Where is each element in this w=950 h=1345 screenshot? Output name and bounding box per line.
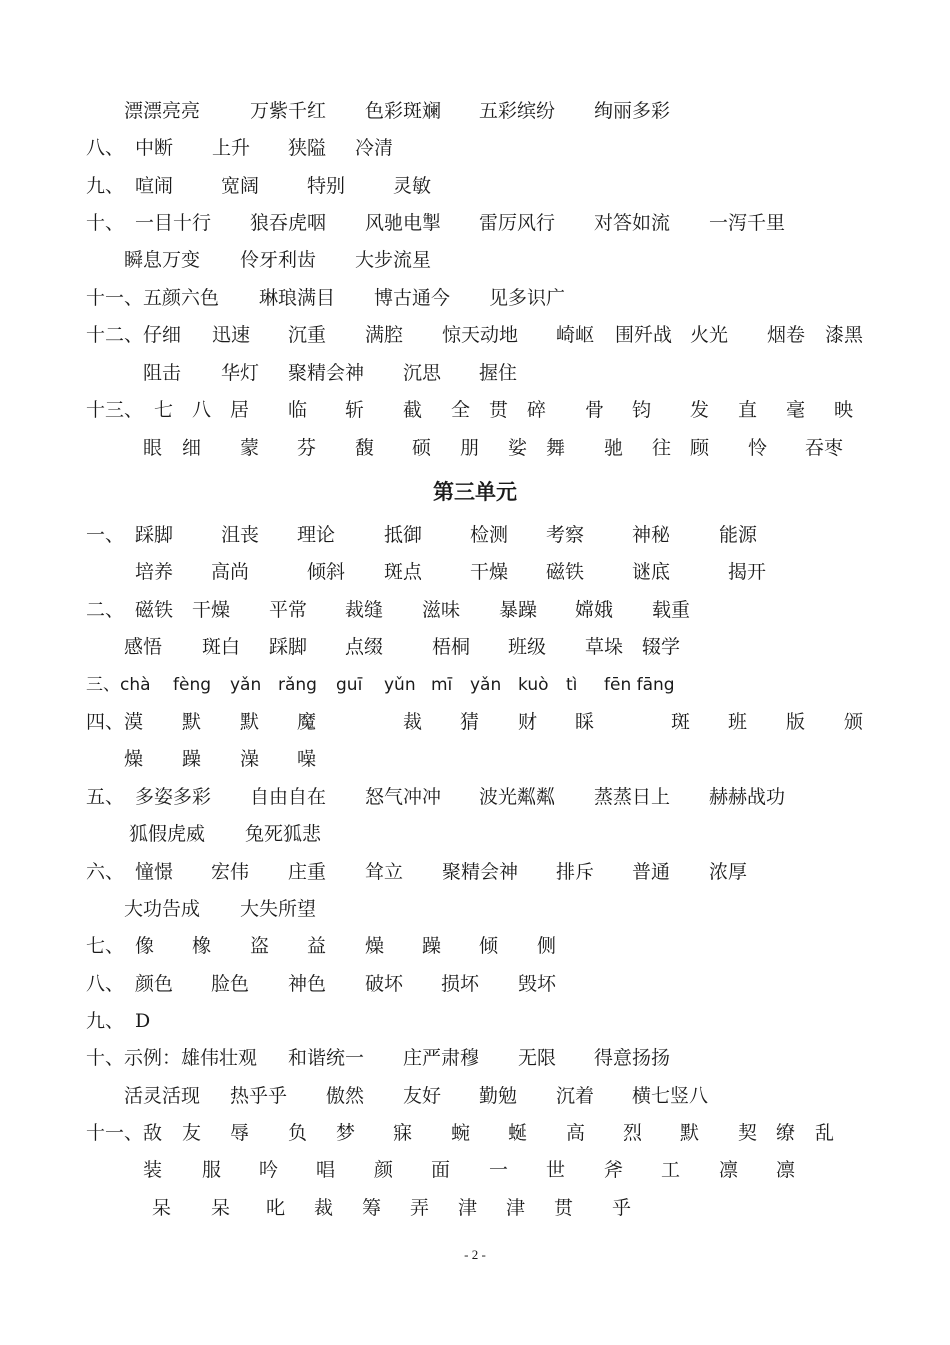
char: 发 [690,399,710,421]
word: 倾斜 [307,561,346,583]
pinyin: 三、chà [86,675,151,695]
word: 得意扬扬 [594,1047,671,1069]
char: 梦 [336,1122,356,1144]
word: 庄重 [288,861,327,883]
word: 耸立 [365,861,404,883]
item-number: 二、 [86,599,125,621]
word: 雷厉风行 [479,212,556,234]
char: 碎 [527,399,547,421]
word: 磁铁 [135,599,174,621]
char: 钧 [632,399,652,421]
word: 崎岖 [556,324,595,346]
char: 眼 [143,437,163,459]
word: 迅速 [212,324,251,346]
word: 博古通今 [374,287,451,309]
word: 冷清 [355,137,394,159]
char: 毫 [786,399,806,421]
text-line [0,932,950,960]
char: 临 [288,399,308,421]
word: 多姿多彩 [135,786,212,808]
word: 一目十行 [135,212,212,234]
word: 琳琅满目 [259,287,336,309]
char: 八 [192,399,212,421]
word: 暴躁 [499,599,538,621]
word: 感悟 [124,636,163,658]
pinyin: rǎng [278,675,317,695]
word: 兔死狐悲 [245,823,322,845]
char: 燥 [365,935,385,957]
word: 五彩缤纷 [479,100,556,122]
char: 蒙 [240,437,260,459]
word: 能源 [719,524,758,546]
answer: D [135,1010,151,1032]
word: 嫦娥 [575,599,614,621]
pinyin: mī [431,675,453,695]
word: 热乎乎 [230,1085,288,1107]
word: 火光 [690,324,729,346]
word: 斑点 [384,561,423,583]
char: 裁 [314,1197,334,1219]
word: 沉重 [288,324,327,346]
char: 猜 [460,711,480,733]
char: 默 [182,711,202,733]
word: 揭开 [728,561,767,583]
word: 毁坏 [518,973,557,995]
char: 侧 [537,935,557,957]
char: 呆 [152,1197,172,1219]
text-line [0,97,950,125]
char: 睬 [575,711,595,733]
section-heading: 第三单元 [433,479,517,504]
char: 居 [230,399,250,421]
text-line [0,1082,950,1110]
char: 乱 [815,1122,835,1144]
word: 瞬息万变 [124,249,201,271]
item-number: 十三、 [86,399,144,421]
char: 全 [451,399,471,421]
char: 津 [506,1197,526,1219]
text-line [0,783,950,811]
char: 魔 [297,711,317,733]
word: 一泻千里 [709,212,786,234]
char: 叱 [266,1197,286,1219]
word: 考察 [546,524,585,546]
word: 风驰电掣 [365,212,442,234]
word: 点缀 [345,636,384,658]
char: 橡 [192,935,212,957]
word: 中断 [135,137,174,159]
word: 色彩斑斓 [365,100,442,122]
char: 芬 [297,437,317,459]
word: 绚丽多彩 [594,100,671,122]
text-line [0,1119,950,1147]
text-line [0,596,950,624]
word: 裁缝 [345,599,384,621]
char: 工 [661,1159,681,1181]
word: 大步流星 [355,249,432,271]
word: 培养 [135,561,174,583]
word: 友好 [403,1085,442,1107]
char: 默 [680,1122,700,1144]
char: 骨 [585,399,605,421]
word: 破坏 [365,973,404,995]
char: 负 [288,1122,308,1144]
word: 十一、五颜六色 [86,287,220,309]
word: 辍学 [642,636,681,658]
char: 班 [728,711,748,733]
char: 斧 [604,1159,624,1181]
text-line [0,895,950,923]
word: 班级 [508,636,547,658]
char: 凛 [719,1159,739,1181]
char: 截 [403,399,423,421]
word: 狐假虎威 [129,823,206,845]
char: 怜 [748,437,768,459]
word: 阻击 [143,362,182,384]
text-line [0,209,950,237]
text-line [0,434,950,462]
char: 噪 [297,748,317,770]
char: 盗 [250,935,270,957]
char: 乎 [612,1197,632,1219]
text-line [0,359,950,387]
char: 财 [518,711,538,733]
word: 十一、敌 [86,1122,163,1144]
item-number: 九、 [86,175,125,197]
item-number: 八、 [86,137,125,159]
word: 大功告成 [124,898,201,920]
char: 缭 [776,1122,796,1144]
word: 自由自在 [250,786,327,808]
char: 辱 [230,1122,250,1144]
word: 吞枣 [805,437,844,459]
text-line [0,246,950,274]
word: 灵敏 [393,175,432,197]
char: 蜒 [508,1122,528,1144]
word: 载重 [652,599,691,621]
word: 理论 [297,524,336,546]
word: 伶牙利齿 [240,249,317,271]
text-line [0,970,950,998]
word: 围歼战 [615,324,673,346]
word: 滋味 [422,599,461,621]
char: 世 [546,1159,566,1181]
text-line [0,1156,950,1184]
word: 脸色 [211,973,250,995]
text-line [0,521,950,549]
word: 沉着 [556,1085,595,1107]
word: 梧桐 [432,636,471,658]
word: 抵御 [384,524,423,546]
word: 聚精会神 [288,362,365,384]
item-number: 六、 [86,861,125,883]
word: 漂漂亮亮 [124,100,201,122]
word: 蒸蒸日上 [594,786,671,808]
word: 上升 [212,137,251,159]
pinyin: fēn fāng [604,675,675,695]
text-line [0,321,950,349]
char: 寐 [393,1122,413,1144]
word: 宏伟 [211,861,250,883]
char: 映 [834,399,854,421]
page-number: - 2 - [464,1247,486,1262]
word: 神色 [288,973,327,995]
char: 舞 [546,437,566,459]
char: 烈 [623,1122,643,1144]
text-line [0,1194,950,1222]
pinyin: yǔn [384,675,416,695]
item-number: 七、 [86,935,125,957]
char: 澡 [240,748,260,770]
word: 普通 [632,861,671,883]
word: 庄严肃穆 [403,1047,480,1069]
word: 沮丧 [221,524,260,546]
word: 检测 [470,524,509,546]
word: 横七竖八 [632,1085,709,1107]
char: 倾 [479,935,499,957]
char: 唱 [316,1159,336,1181]
text-line [0,858,950,886]
word: 踩脚 [269,636,308,658]
pinyin: tì [566,675,578,695]
word: 特别 [307,175,346,197]
char: 友 [182,1122,202,1144]
char: 高 [566,1122,586,1144]
text-line [0,633,950,661]
text-line [0,820,950,848]
word: 草垛 [585,636,624,658]
word: 活灵活现 [124,1085,201,1107]
char: 弄 [410,1197,430,1219]
char: 驰 [604,437,624,459]
word: 惊天动地 [442,324,519,346]
word: 高尚 [211,561,250,583]
word: 损坏 [441,973,480,995]
word: 喧闹 [135,175,174,197]
word: 握住 [479,362,518,384]
word: 谜底 [632,561,671,583]
char: 筹 [362,1197,382,1219]
char: 默 [240,711,260,733]
word: 平常 [269,599,308,621]
char: 颁 [844,711,864,733]
char: 颜 [374,1159,394,1181]
char: 津 [458,1197,478,1219]
word: 万紫千红 [250,100,327,122]
char: 贯 [489,399,509,421]
word: 沉思 [403,362,442,384]
char: 七 [154,399,174,421]
word: 十、示例：雄伟壮观 [86,1047,258,1069]
word: 干燥 [192,599,231,621]
char: 斑 [671,711,691,733]
word: 大失所望 [240,898,317,920]
char: 凛 [776,1159,796,1181]
char: 硕 [412,437,432,459]
word: 怒气冲冲 [365,786,442,808]
char: 版 [786,711,806,733]
text-line [0,745,950,773]
text-line [0,172,950,200]
char: 一 [489,1159,509,1181]
pinyin: yǎn [230,675,262,695]
pinyin-line [0,671,950,699]
word: 聚精会神 [442,861,519,883]
text-line [0,134,950,162]
word: 傲然 [326,1085,365,1107]
word: 狭隘 [288,137,327,159]
char: 装 [143,1159,163,1181]
word: 宽阔 [221,175,260,197]
char: 朋 [460,437,480,459]
char: 面 [431,1159,451,1181]
word: 和谐统一 [288,1047,365,1069]
word: 十二、仔细 [86,324,182,346]
char: 服 [202,1159,222,1181]
word: 无限 [518,1047,557,1069]
char: 娑 [508,437,528,459]
char: 躁 [422,935,442,957]
char: 蜿 [451,1122,471,1144]
word: 憧憬 [135,861,174,883]
pinyin: guī [336,675,363,695]
pinyin: kuò [518,675,549,695]
item-number: 五、 [86,786,125,808]
char: 斩 [345,399,365,421]
word: 烟卷 [767,324,806,346]
word: 赫赫战功 [709,786,786,808]
word: 勤勉 [479,1085,518,1107]
word: 狼吞虎咽 [250,212,327,234]
word: 四、漠 [86,711,144,733]
word: 踩脚 [135,524,174,546]
text-line [0,708,950,736]
item-number: 十、 [86,212,125,234]
word: 斑白 [202,636,241,658]
pinyin: yǎn [470,675,502,695]
char: 像 [135,935,155,957]
char: 顾 [690,437,710,459]
char: 契 [738,1122,758,1144]
word: 漆黑 [825,324,864,346]
word: 满腔 [365,324,404,346]
text-line [0,1007,950,1035]
word: 排斥 [556,861,595,883]
char: 直 [738,399,758,421]
word: 浓厚 [709,861,748,883]
pinyin: fèng [173,675,212,695]
text-line [0,1044,950,1072]
word: 磁铁 [546,561,585,583]
char: 吟 [259,1159,279,1181]
text-line [0,396,950,424]
char: 呆 [211,1197,231,1219]
char: 往 [652,437,672,459]
word: 神秘 [632,524,671,546]
item-number: 一、 [86,524,125,546]
text-line [0,558,950,586]
char: 贯 [554,1197,574,1219]
char: 益 [307,935,327,957]
item-number: 八、 [86,973,125,995]
word: 见多识广 [489,287,566,309]
char: 燥 [124,748,144,770]
char: 细 [182,437,202,459]
word: 干燥 [470,561,509,583]
word: 对答如流 [594,212,671,234]
text-line [0,284,950,312]
char: 馥 [355,437,375,459]
item-number: 九、 [86,1010,125,1032]
word: 颜色 [135,973,174,995]
char: 裁 [403,711,423,733]
word: 波光粼粼 [479,786,556,808]
char: 躁 [182,748,202,770]
word: 华灯 [221,362,260,384]
